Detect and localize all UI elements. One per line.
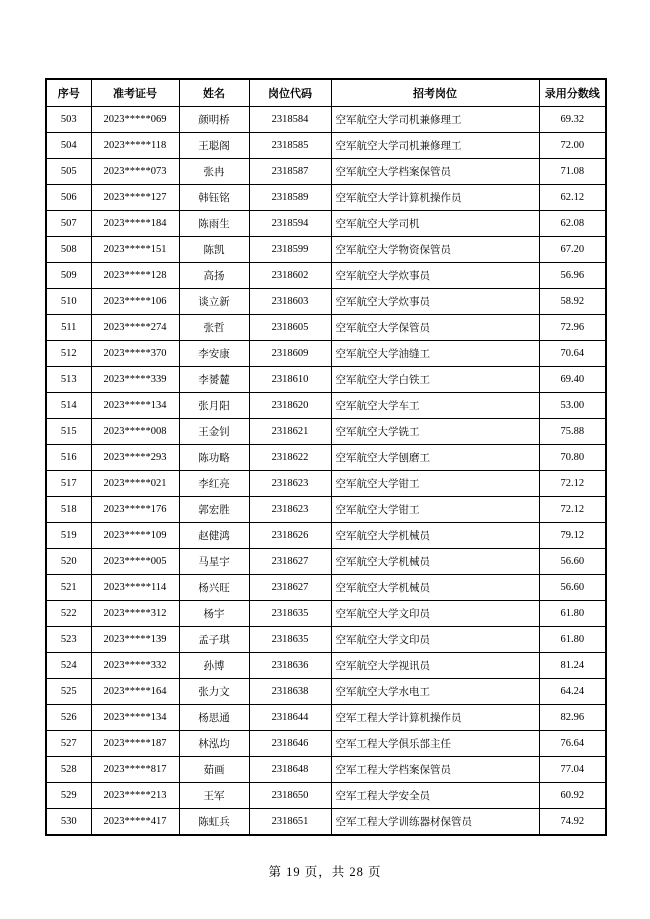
cell-serial-number: 507 [46, 211, 91, 237]
cell-admission-score-line: 69.32 [539, 107, 606, 133]
cell-admission-score-line: 75.88 [539, 419, 606, 445]
table-row [46, 549, 606, 575]
cell-admission-ticket-number: 2023*****128 [91, 263, 179, 289]
table-row [46, 367, 606, 393]
table-row [46, 679, 606, 705]
cell-admission-ticket-number: 2023*****339 [91, 367, 179, 393]
cell-name: 杨宇 [179, 601, 249, 627]
cell-admission-score-line: 82.96 [539, 705, 606, 731]
cell-serial-number: 526 [46, 705, 91, 731]
cell-recruitment-position: 空军航空大学档案保管员 [331, 159, 539, 185]
cell-name: 王军 [179, 783, 249, 809]
cell-admission-ticket-number: 2023*****164 [91, 679, 179, 705]
header-name: 姓名 [179, 79, 249, 107]
cell-admission-ticket-number: 2023*****370 [91, 341, 179, 367]
cell-name: 孟子琪 [179, 627, 249, 653]
cell-admission-ticket-number: 2023*****274 [91, 315, 179, 341]
cell-serial-number: 509 [46, 263, 91, 289]
page-number-footer: 第 19 页，共 28 页 [268, 865, 382, 879]
cell-recruitment-position: 空军航空大学车工 [331, 393, 539, 419]
cell-admission-ticket-number: 2023*****184 [91, 211, 179, 237]
cell-admission-score-line: 60.92 [539, 783, 606, 809]
table-row [46, 185, 606, 211]
cell-name: 李安康 [179, 341, 249, 367]
cell-admission-score-line: 69.40 [539, 367, 606, 393]
cell-admission-ticket-number: 2023*****213 [91, 783, 179, 809]
table-row [46, 783, 606, 809]
table-row [46, 237, 606, 263]
cell-admission-ticket-number: 2023*****151 [91, 237, 179, 263]
cell-recruitment-position: 空军航空大学钳工 [331, 497, 539, 523]
cell-admission-ticket-number: 2023*****127 [91, 185, 179, 211]
cell-serial-number: 529 [46, 783, 91, 809]
cell-name: 高扬 [179, 263, 249, 289]
cell-admission-score-line: 56.96 [539, 263, 606, 289]
cell-admission-score-line: 70.80 [539, 445, 606, 471]
cell-admission-ticket-number: 2023*****134 [91, 705, 179, 731]
cell-admission-score-line: 64.24 [539, 679, 606, 705]
cell-position-code: 2318587 [249, 159, 331, 185]
cell-recruitment-position: 空军航空大学司机 [331, 211, 539, 237]
table-body [46, 107, 606, 836]
table-row [46, 705, 606, 731]
cell-name: 赵健鸿 [179, 523, 249, 549]
cell-admission-score-line: 72.00 [539, 133, 606, 159]
cell-position-code: 2318635 [249, 627, 331, 653]
cell-name: 王聪阁 [179, 133, 249, 159]
cell-name: 王金钊 [179, 419, 249, 445]
cell-admission-score-line: 56.60 [539, 575, 606, 601]
cell-admission-score-line: 72.12 [539, 497, 606, 523]
cell-admission-score-line: 67.20 [539, 237, 606, 263]
cell-admission-ticket-number: 2023*****005 [91, 549, 179, 575]
cell-position-code: 2318644 [249, 705, 331, 731]
cell-serial-number: 520 [46, 549, 91, 575]
table-row [46, 445, 606, 471]
cell-serial-number: 513 [46, 367, 91, 393]
cell-name: 林泓均 [179, 731, 249, 757]
cell-admission-score-line: 58.92 [539, 289, 606, 315]
cell-recruitment-position: 空军航空大学司机兼修理工 [331, 133, 539, 159]
cell-position-code: 2318627 [249, 549, 331, 575]
cell-serial-number: 508 [46, 237, 91, 263]
cell-recruitment-position: 空军航空大学炊事员 [331, 289, 539, 315]
cell-recruitment-position: 空军航空大学刨磨工 [331, 445, 539, 471]
cell-recruitment-position: 空军航空大学炊事员 [331, 263, 539, 289]
cell-admission-ticket-number: 2023*****817 [91, 757, 179, 783]
cell-serial-number: 518 [46, 497, 91, 523]
cell-admission-score-line: 71.08 [539, 159, 606, 185]
cell-admission-ticket-number: 2023*****312 [91, 601, 179, 627]
header-serial-number: 序号 [46, 79, 91, 107]
cell-admission-ticket-number: 2023*****114 [91, 575, 179, 601]
cell-position-code: 2318602 [249, 263, 331, 289]
cell-admission-score-line: 61.80 [539, 627, 606, 653]
cell-admission-score-line: 74.92 [539, 809, 606, 836]
table-row [46, 601, 606, 627]
cell-position-code: 2318603 [249, 289, 331, 315]
cell-name: 杨思通 [179, 705, 249, 731]
cell-serial-number: 503 [46, 107, 91, 133]
cell-recruitment-position: 空军航空大学铣工 [331, 419, 539, 445]
cell-position-code: 2318605 [249, 315, 331, 341]
cell-admission-ticket-number: 2023*****293 [91, 445, 179, 471]
table-row [46, 211, 606, 237]
cell-position-code: 2318623 [249, 471, 331, 497]
cell-serial-number: 519 [46, 523, 91, 549]
cell-serial-number: 521 [46, 575, 91, 601]
table-row [46, 523, 606, 549]
cell-serial-number: 506 [46, 185, 91, 211]
cell-name: 陈功略 [179, 445, 249, 471]
cell-serial-number: 527 [46, 731, 91, 757]
cell-recruitment-position: 空军航空大学司机兼修理工 [331, 107, 539, 133]
cell-name: 茹画 [179, 757, 249, 783]
table-row [46, 263, 606, 289]
cell-recruitment-position: 空军航空大学视讯员 [331, 653, 539, 679]
cell-serial-number: 516 [46, 445, 91, 471]
cell-serial-number: 511 [46, 315, 91, 341]
cell-admission-ticket-number: 2023*****176 [91, 497, 179, 523]
cell-serial-number: 514 [46, 393, 91, 419]
cell-recruitment-position: 空军工程大学计算机操作员 [331, 705, 539, 731]
cell-recruitment-position: 空军航空大学计算机操作员 [331, 185, 539, 211]
cell-recruitment-position: 空军工程大学安全员 [331, 783, 539, 809]
cell-name: 陈虹兵 [179, 809, 249, 836]
cell-serial-number: 528 [46, 757, 91, 783]
cell-serial-number: 504 [46, 133, 91, 159]
cell-recruitment-position: 空军航空大学机械员 [331, 575, 539, 601]
cell-admission-ticket-number: 2023*****118 [91, 133, 179, 159]
table-row [46, 731, 606, 757]
cell-name: 韩钰铭 [179, 185, 249, 211]
cell-position-code: 2318585 [249, 133, 331, 159]
cell-position-code: 2318651 [249, 809, 331, 836]
cell-admission-ticket-number: 2023*****417 [91, 809, 179, 836]
cell-recruitment-position: 空军航空大学白铁工 [331, 367, 539, 393]
cell-name: 李赟麓 [179, 367, 249, 393]
cell-position-code: 2318648 [249, 757, 331, 783]
cell-name: 陈雨生 [179, 211, 249, 237]
cell-name: 陈凯 [179, 237, 249, 263]
table-row [46, 575, 606, 601]
cell-name: 杨兴旺 [179, 575, 249, 601]
cell-name: 孙博 [179, 653, 249, 679]
cell-admission-ticket-number: 2023*****332 [91, 653, 179, 679]
cell-admission-score-line: 70.64 [539, 341, 606, 367]
cell-position-code: 2318623 [249, 497, 331, 523]
cell-recruitment-position: 空军航空大学水电工 [331, 679, 539, 705]
cell-position-code: 2318622 [249, 445, 331, 471]
cell-name: 张月阳 [179, 393, 249, 419]
table-row [46, 393, 606, 419]
cell-admission-ticket-number: 2023*****069 [91, 107, 179, 133]
cell-admission-score-line: 62.08 [539, 211, 606, 237]
cell-serial-number: 523 [46, 627, 91, 653]
cell-name: 郭宏胜 [179, 497, 249, 523]
cell-recruitment-position: 空军航空大学油缝工 [331, 341, 539, 367]
cell-position-code: 2318646 [249, 731, 331, 757]
cell-recruitment-position: 空军航空大学钳工 [331, 471, 539, 497]
cell-recruitment-position: 空军工程大学俱乐部主任 [331, 731, 539, 757]
table-row [46, 809, 606, 836]
cell-admission-ticket-number: 2023*****106 [91, 289, 179, 315]
header-admission-score-line: 录用分数线 [539, 79, 606, 107]
table-row [46, 341, 606, 367]
cell-admission-score-line: 72.96 [539, 315, 606, 341]
cell-recruitment-position: 空军工程大学档案保管员 [331, 757, 539, 783]
cell-name: 张力文 [179, 679, 249, 705]
cell-serial-number: 515 [46, 419, 91, 445]
table-row [46, 471, 606, 497]
cell-position-code: 2318635 [249, 601, 331, 627]
cell-position-code: 2318627 [249, 575, 331, 601]
table-row [46, 315, 606, 341]
cell-admission-score-line: 53.00 [539, 393, 606, 419]
cell-position-code: 2318620 [249, 393, 331, 419]
cell-admission-score-line: 76.64 [539, 731, 606, 757]
cell-position-code: 2318636 [249, 653, 331, 679]
header-position-code: 岗位代码 [249, 79, 331, 107]
table-row [46, 653, 606, 679]
cell-admission-ticket-number: 2023*****021 [91, 471, 179, 497]
cell-position-code: 2318621 [249, 419, 331, 445]
table-row [46, 627, 606, 653]
cell-serial-number: 517 [46, 471, 91, 497]
cell-admission-score-line: 77.04 [539, 757, 606, 783]
cell-recruitment-position: 空军航空大学文印员 [331, 601, 539, 627]
cell-position-code: 2318609 [249, 341, 331, 367]
cell-admission-score-line: 56.60 [539, 549, 606, 575]
cell-serial-number: 530 [46, 809, 91, 836]
cell-recruitment-position: 空军航空大学机械员 [331, 523, 539, 549]
cell-position-code: 2318589 [249, 185, 331, 211]
cell-position-code: 2318610 [249, 367, 331, 393]
cell-position-code: 2318638 [249, 679, 331, 705]
cell-name: 张哲 [179, 315, 249, 341]
table-row [46, 289, 606, 315]
cell-admission-score-line: 81.24 [539, 653, 606, 679]
table-row [46, 107, 606, 133]
cell-name: 颜明桥 [179, 107, 249, 133]
cell-admission-score-line: 79.12 [539, 523, 606, 549]
cell-position-code: 2318599 [249, 237, 331, 263]
cell-name: 马星宇 [179, 549, 249, 575]
cell-serial-number: 512 [46, 341, 91, 367]
cell-position-code: 2318584 [249, 107, 331, 133]
cell-recruitment-position: 空军工程大学训练器材保管员 [331, 809, 539, 836]
cell-recruitment-position: 空军航空大学物资保管员 [331, 237, 539, 263]
cell-serial-number: 525 [46, 679, 91, 705]
cell-recruitment-position: 空军航空大学文印员 [331, 627, 539, 653]
header-admission-ticket-number: 准考证号 [91, 79, 179, 107]
cell-admission-ticket-number: 2023*****139 [91, 627, 179, 653]
cell-serial-number: 524 [46, 653, 91, 679]
cell-admission-ticket-number: 2023*****073 [91, 159, 179, 185]
table-header-row [46, 79, 606, 107]
cell-position-code: 2318650 [249, 783, 331, 809]
table-row [46, 757, 606, 783]
cell-position-code: 2318594 [249, 211, 331, 237]
cell-position-code: 2318626 [249, 523, 331, 549]
cell-admission-score-line: 62.12 [539, 185, 606, 211]
header-recruitment-position: 招考岗位 [331, 79, 539, 107]
recruitment-score-table [45, 78, 607, 836]
cell-recruitment-position: 空军航空大学机械员 [331, 549, 539, 575]
cell-admission-ticket-number: 2023*****187 [91, 731, 179, 757]
cell-admission-ticket-number: 2023*****134 [91, 393, 179, 419]
table-row [46, 497, 606, 523]
table-row [46, 419, 606, 445]
cell-name: 谈立新 [179, 289, 249, 315]
cell-admission-ticket-number: 2023*****008 [91, 419, 179, 445]
cell-admission-score-line: 61.80 [539, 601, 606, 627]
cell-serial-number: 505 [46, 159, 91, 185]
table-row [46, 159, 606, 185]
cell-recruitment-position: 空军航空大学保管员 [331, 315, 539, 341]
cell-admission-ticket-number: 2023*****109 [91, 523, 179, 549]
cell-admission-score-line: 72.12 [539, 471, 606, 497]
cell-name: 李红亮 [179, 471, 249, 497]
cell-serial-number: 522 [46, 601, 91, 627]
cell-name: 张冉 [179, 159, 249, 185]
table-row [46, 133, 606, 159]
cell-serial-number: 510 [46, 289, 91, 315]
